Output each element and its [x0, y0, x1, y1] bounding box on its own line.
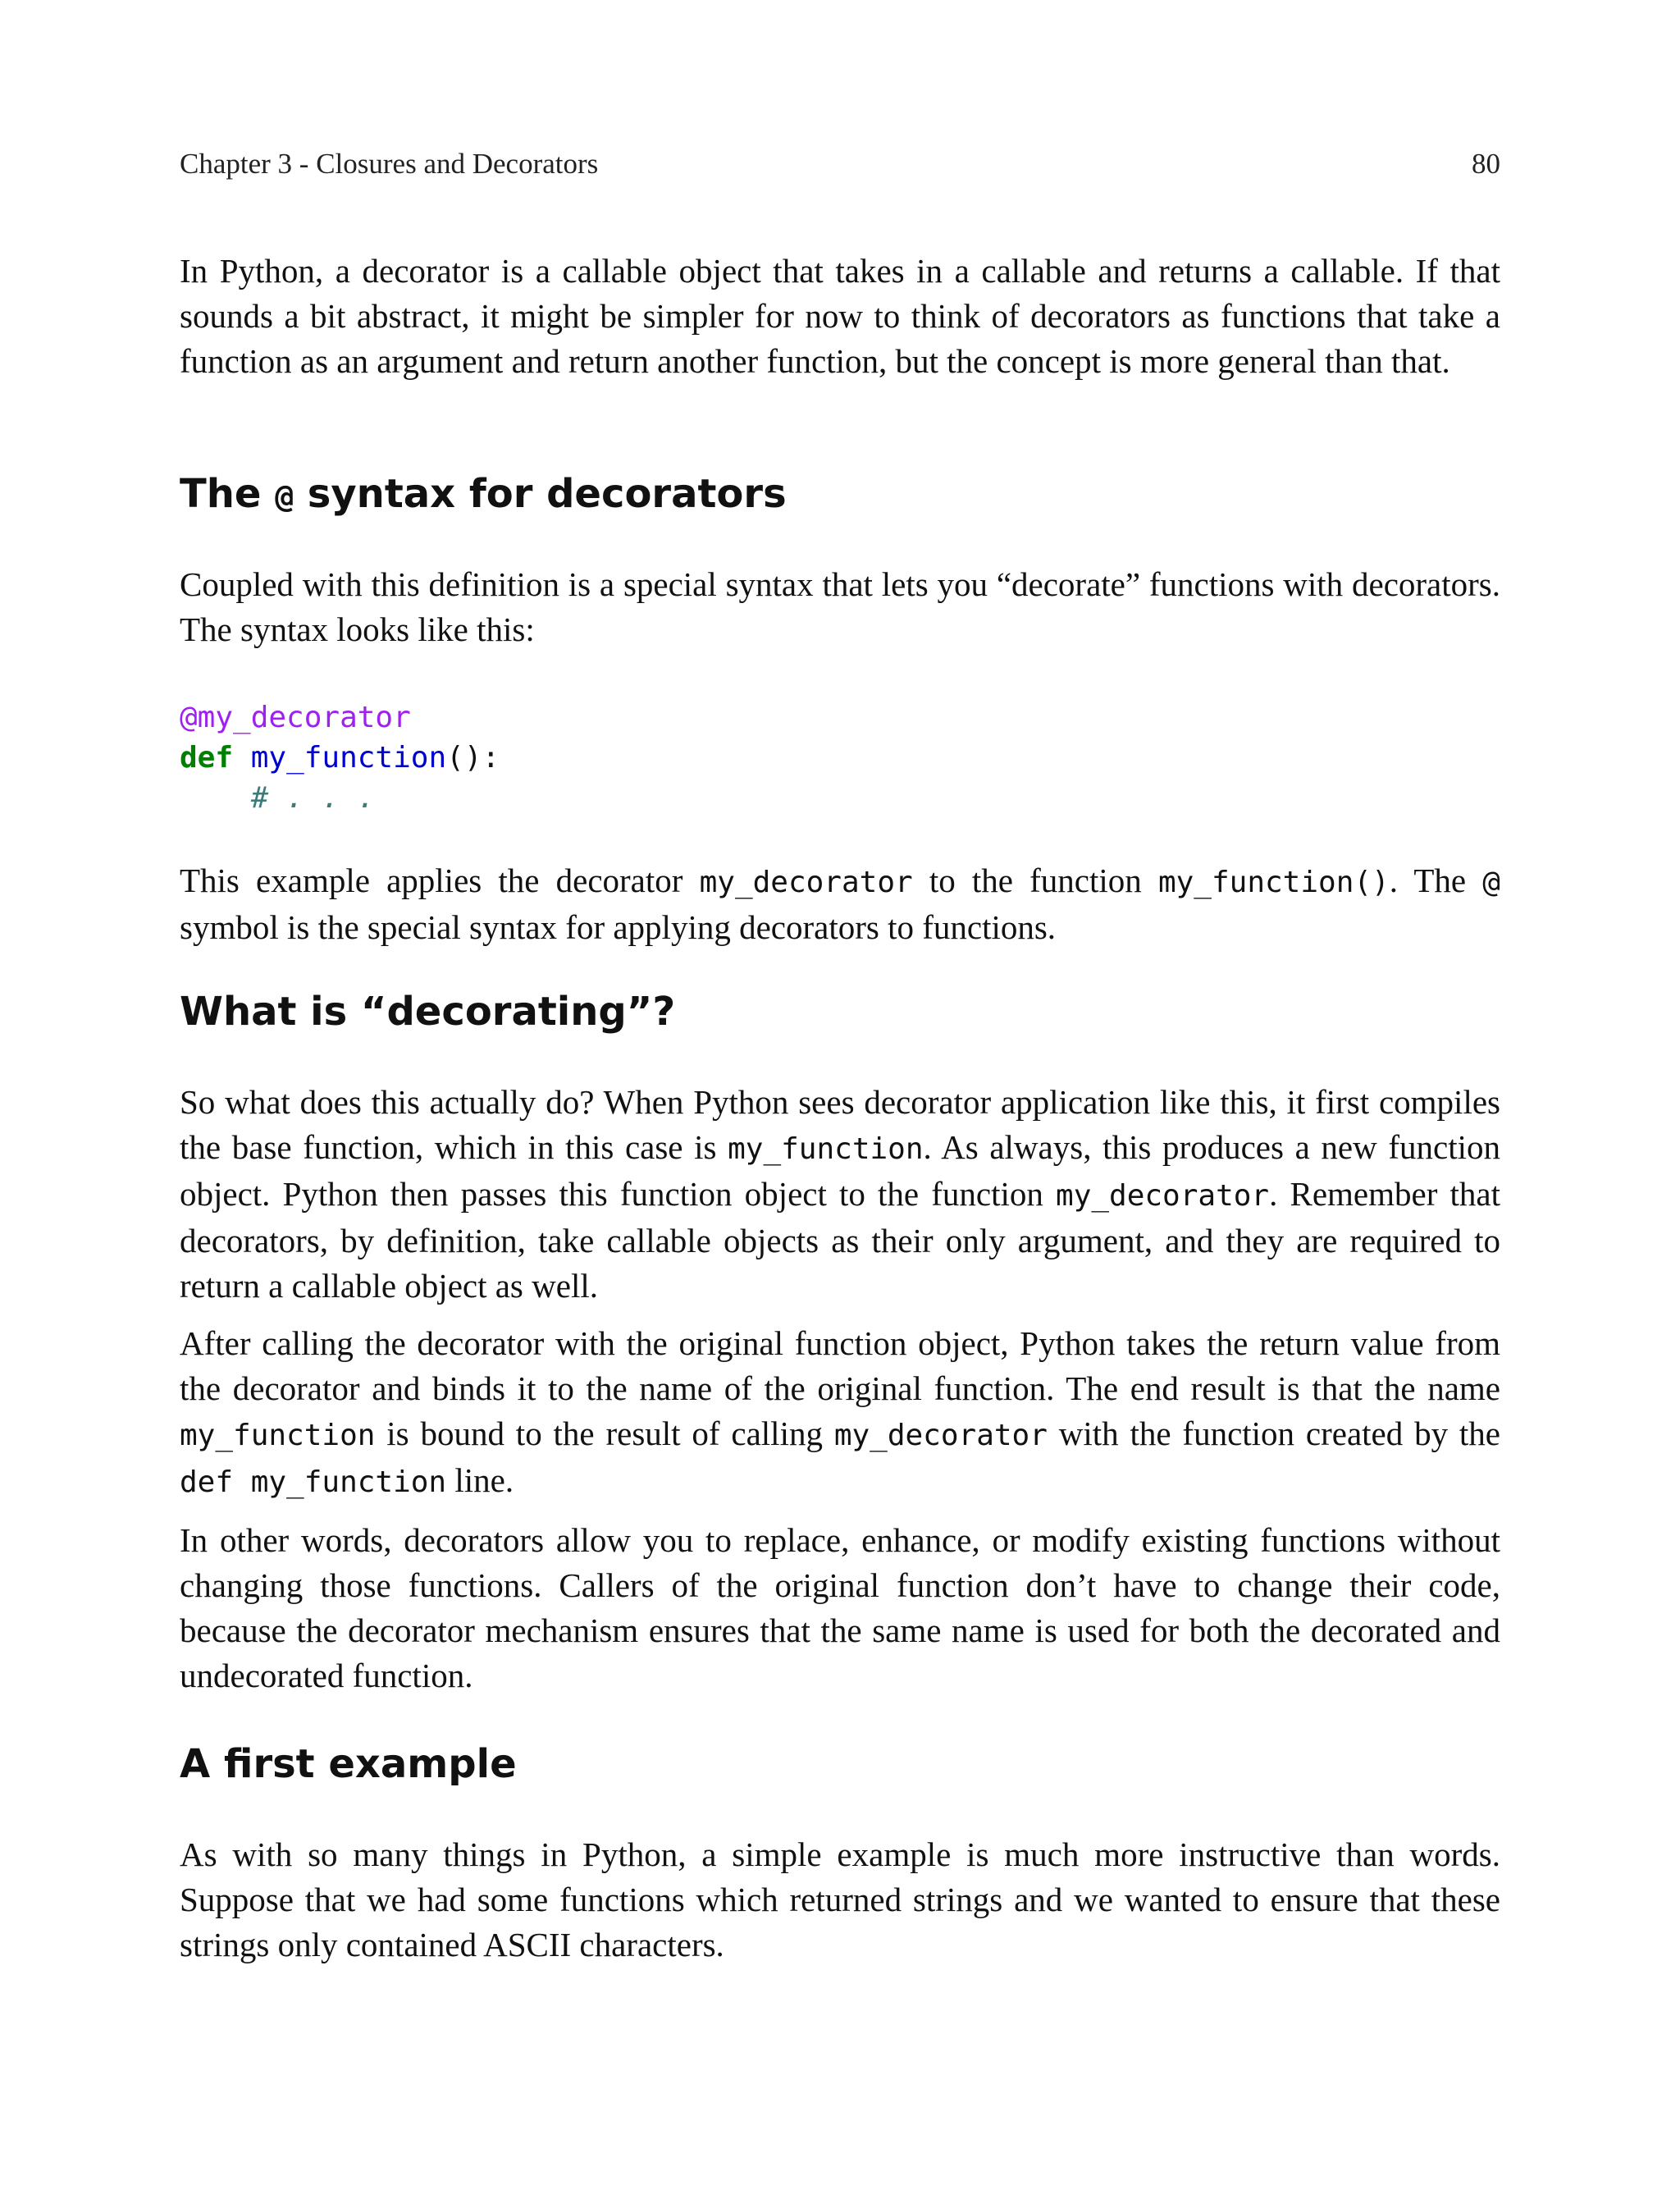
inline-code: my_function()	[1157, 866, 1390, 899]
text-run: This example applies the decorator	[180, 862, 700, 899]
section-heading-at-syntax	[180, 469, 1500, 521]
section-heading-decorating: What is “decorating”?	[180, 989, 676, 1035]
heading-text: syntax for decorators	[294, 471, 787, 517]
inline-code: def my_function	[180, 1465, 447, 1499]
chapter-title: Chapter 3 - Closures and Decorators	[180, 148, 599, 180]
heading-text: The	[180, 471, 276, 517]
inline-code: my_decorator	[699, 866, 913, 899]
inline-code: my_function	[728, 1132, 924, 1166]
text-run: is bound to the result of calling	[375, 1415, 834, 1452]
syntax-paragraph: Coupled with this definition is a special syntax that lets you “decorate” functions with decorators. The syntax looks like this:	[180, 565, 1500, 648]
example-paragraph	[180, 858, 1500, 950]
text-run: line.	[446, 1461, 514, 1499]
decorating-paragraph-1	[180, 1080, 1500, 1309]
decorating-paragraph-3: In other words, decorators allow you to replace, enhance, or modify existing functions without changing those functions. Callers of the original function don’t have to change their code, because the decorator mechanism ensures that the same name is used for both the decorated and undecorated function.	[180, 1521, 1500, 1694]
text-run: . As always, this produces a new function object. Python then passes this function object to the function	[180, 1128, 1500, 1213]
code-punctuation: ():	[446, 741, 500, 775]
text-run: So what does this actually do? When Python sees decorator application like this, it first compiles the base function, which in this case is	[180, 1083, 1500, 1166]
inline-code: my_decorator	[833, 1419, 1048, 1452]
code-block	[180, 697, 1500, 818]
text-run: to the function	[912, 862, 1158, 899]
text-run: . Remember that decorators, by definition, take callable objects as their only argument, and they are required to return a callable object as well.	[180, 1175, 1500, 1305]
code-comment: # . . .	[250, 781, 376, 815]
text-run: After calling the decorator with the original function object, Python takes the return value from the decorator and binds it to the name of the original function. The end result is that the name	[180, 1324, 1500, 1407]
text-run: symbol is the special syntax for applying decorators to functions.	[180, 908, 1057, 946]
code-decorator: @my_decorator	[180, 701, 411, 734]
code-keyword: def	[180, 741, 234, 775]
text-run: with the function created by the	[1047, 1415, 1500, 1452]
inline-code: @	[1482, 866, 1500, 899]
intro-paragraph: In Python, a decorator is a callable object that takes in a callable and returns a callable. If that sounds a bit abstract, it might be simpler for now to think of decorators as functions that take a function as an argument and return another function, but the concept is more general than that.	[180, 252, 1500, 380]
text-run: . The	[1389, 862, 1483, 899]
code-function-name: my_function	[250, 741, 447, 775]
page-number: 80	[1472, 148, 1500, 180]
inline-code: my_decorator	[1056, 1179, 1270, 1213]
first-example-paragraph: As with so many things in Python, a simple example is much more instructive than words. Suppose that we had some functions which returned strings and we wanted to ensure that these strings only contained ASCII characters.	[180, 1835, 1500, 1963]
heading-code: @	[275, 478, 294, 514]
decorating-paragraph-2	[180, 1321, 1500, 1505]
section-heading-first-example: A first example	[180, 1741, 517, 1787]
inline-code: my_function	[180, 1419, 376, 1452]
